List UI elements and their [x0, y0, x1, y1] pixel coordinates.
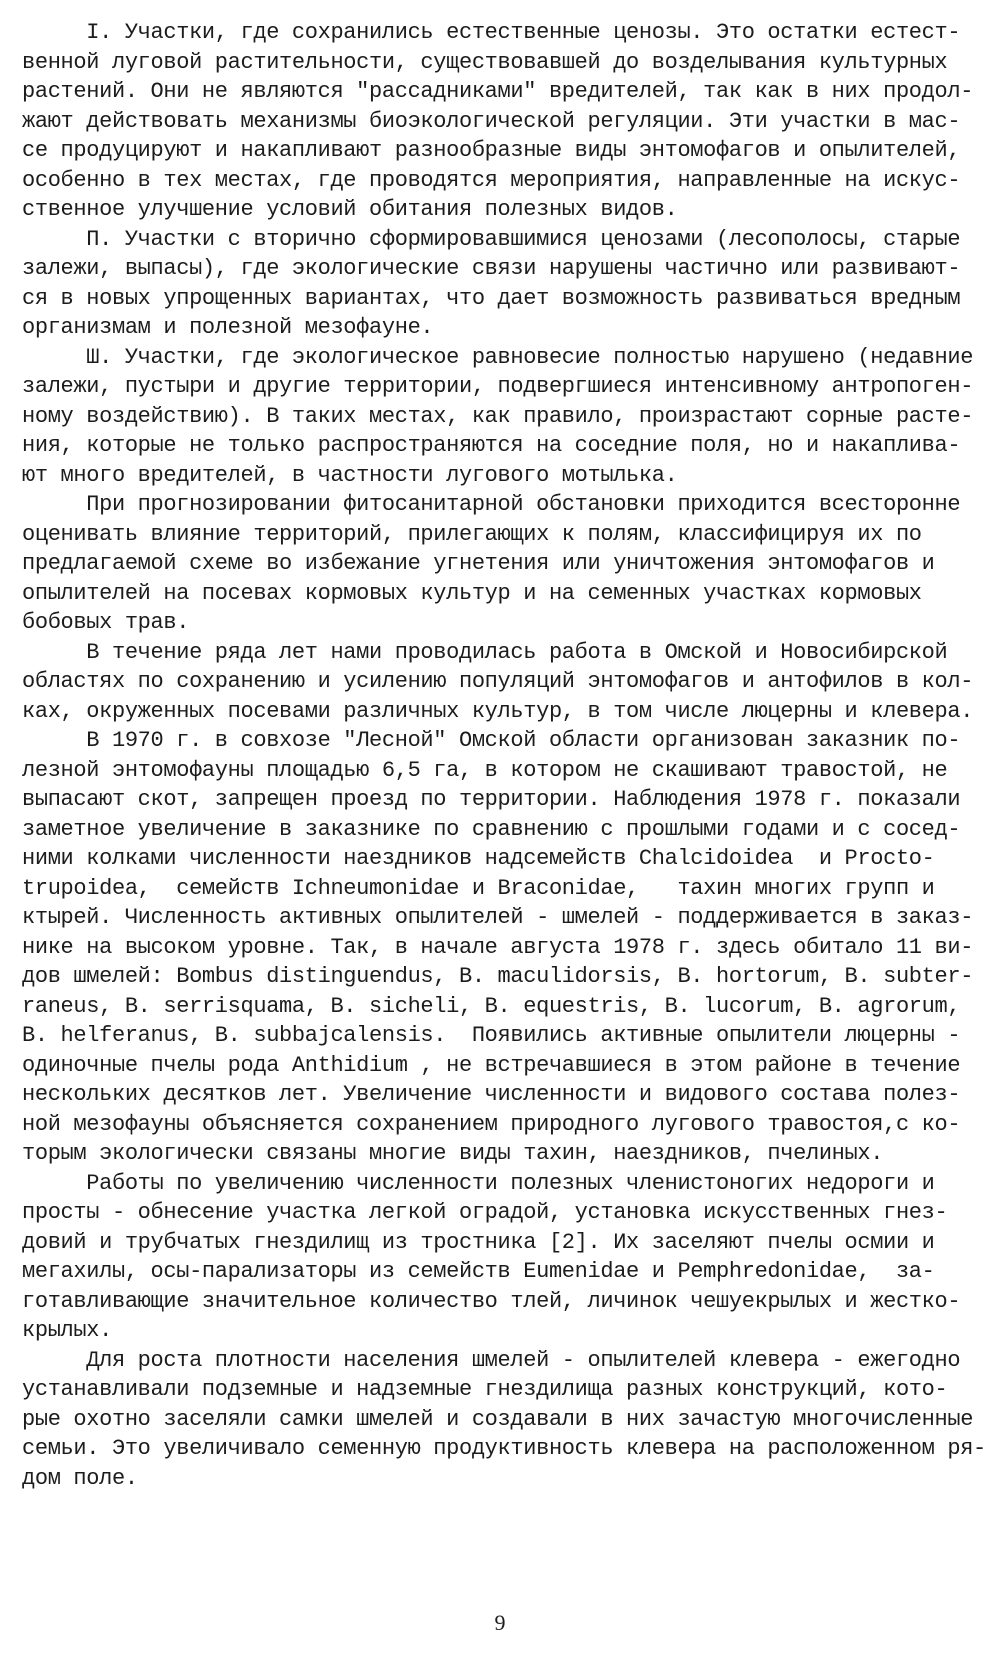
- text-line: ют много вредителей, в частности лугового мотылька.: [22, 462, 678, 488]
- text-line: Работы по увеличению численности полезных членистоногих недороги и: [22, 1170, 935, 1196]
- text-line: мегахилы, осы-парализаторы из семейств Eumenidae и Pemphredonidae, за-: [22, 1259, 935, 1284]
- text-line: raneus, B. serrisquama, B. sicheli, B. equestris, B. lucorum, B. agrorum,: [22, 993, 961, 1019]
- text-line: B. helferanus, B. subbajcalensis. Появились активные опылители люцерны -: [22, 1023, 961, 1048]
- document-page: [22, 18, 986, 1493]
- text-line: лезной энтомофауны площадью 6,5 га, в котором не скашивают травостой, не: [22, 757, 948, 783]
- text-line: торым экологически связаны многие виды тахин, наездников, пчелиных.: [22, 1141, 884, 1166]
- text-line: Для роста плотности населения шмелей - опылителей клевера - ежегодно: [22, 1347, 961, 1373]
- text-line: П. Участки с вторично сформировавшимися ценозами (лесополосы, старые: [22, 226, 961, 252]
- text-line: дом поле.: [22, 1465, 138, 1491]
- text-line: Ш. Участки, где экологическое равновесие полностью нарушено (недавние: [22, 344, 974, 370]
- text-line: При прогнозировании фитосанитарной обстановки приходится всесторонне: [22, 492, 961, 517]
- text-line: ними колками численности наездников надсемейств Chalcidoidea и Procto-: [22, 846, 935, 871]
- text-line: I. Участки, где сохранились естественные ценозы. Это остатки естест-: [22, 20, 961, 45]
- text-line: одиночные пчелы рода Anthidium , не встречавшиеся в этом районе в течение: [22, 1052, 961, 1078]
- text-line: нике на высоком уровне. Так, в начале августа 1978 г. здесь обитало 11 ви-: [22, 934, 974, 960]
- text-line: ственное улучшение условий обитания полезных видов.: [22, 197, 678, 222]
- text-line: ной мезофауны объясняется сохранением природного лугового травостоя,с ко-: [22, 1111, 961, 1137]
- text-line: устанавливали подземные и надземные гнездилища разных конструкций, кото-: [22, 1377, 948, 1402]
- text-line: особенно в тех местах, где проводятся мероприятия, направленные на искус-: [22, 167, 961, 193]
- text-line: залежи, выпасы), где экологические связи нарушены частично или развивают-: [22, 256, 961, 281]
- page-number: 9: [494, 1610, 506, 1635]
- text-line: ному воздействию). В таких местах, как правило, произрастают сорные расте-: [22, 403, 974, 429]
- text-line: trupoidea, семейств Ichneumonidae и Braconidae, тахин многих групп и: [22, 875, 935, 901]
- text-line: растений. Они не являются "рассадниками" вредителей, так как в них продол-: [22, 79, 974, 104]
- text-line: В течение ряда лет нами проводилась работа в Омской и Новосибирской: [22, 639, 948, 665]
- text-line: рые охотно заселяли самки шмелей и создавали в них зачастую многочисленные: [22, 1406, 974, 1432]
- text-line: жают действовать механизмы биоэкологической регуляции. Эти участки в мас-: [22, 108, 961, 134]
- text-line: заметное увеличение в заказнике по сравнению с прошлыми годами и с сосед-: [22, 816, 961, 842]
- text-line: ния, которые не только распространяются на соседние поля, но и накаплива-: [22, 433, 961, 458]
- text-line: просты - обнесение участка легкой оградой, установка искусственных гнез-: [22, 1200, 948, 1225]
- text-line: предлагаемой схеме во избежание угнетения или уничтожения энтомофагов и: [22, 551, 935, 576]
- text-line: выпасают скот, запрещен проезд по территории. Наблюдения 1978 г. показали: [22, 787, 961, 812]
- text-line: венной луговой растительности, существовавшей до возделывания культурных: [22, 49, 948, 75]
- text-line: ках, окруженных посевами различных культур, в том числе люцерны и клевера.: [22, 698, 974, 724]
- text-line: се продуцируют и накапливают разнообразные виды энтомофагов и опылителей,: [22, 138, 961, 163]
- text-line: В 1970 г. в совхозе "Лесной" Омской области организован заказник по-: [22, 728, 961, 753]
- text-line: опылителей на посевах кормовых культур и на семенных участках кормовых: [22, 580, 922, 606]
- text-line: семьи. Это увеличивало семенную продуктивность клевера на расположенном ря-: [22, 1436, 986, 1461]
- text-line: организмам и полезной мезофауне.: [22, 315, 434, 340]
- text-line: оценивать влияние территорий, прилегающих к полям, классифицируя их по: [22, 521, 922, 547]
- text-line: областях по сохранению и усилению популяций энтомофагов и антофилов в кол-: [22, 669, 974, 694]
- text-line: дов шмелей: Bombus distinguendus, B. maculidorsis, B. hortorum, B. subter-: [22, 964, 974, 989]
- text-line: нескольких десятков лет. Увеличение численности и видового состава полез-: [22, 1082, 961, 1107]
- text-line: залежи, пустыри и другие территории, подвергшиеся интенсивному антропоген-: [22, 374, 974, 399]
- text-line: крылых.: [22, 1318, 112, 1343]
- text-line: готавливающие значительное количество тлей, личинок чешуекрылых и жестко-: [22, 1288, 961, 1314]
- text-line: бобовых трав.: [22, 610, 190, 635]
- text-line: ся в новых упрощенных вариантах, что дает возможность развиваться вредным: [22, 285, 961, 311]
- text-line: довий и трубчатых гнездилищ из тростника [2]. Их заселяют пчелы осмии и: [22, 1229, 935, 1255]
- text-line: ктырей. Численность активных опылителей - шмелей - поддерживается в заказ-: [22, 905, 974, 930]
